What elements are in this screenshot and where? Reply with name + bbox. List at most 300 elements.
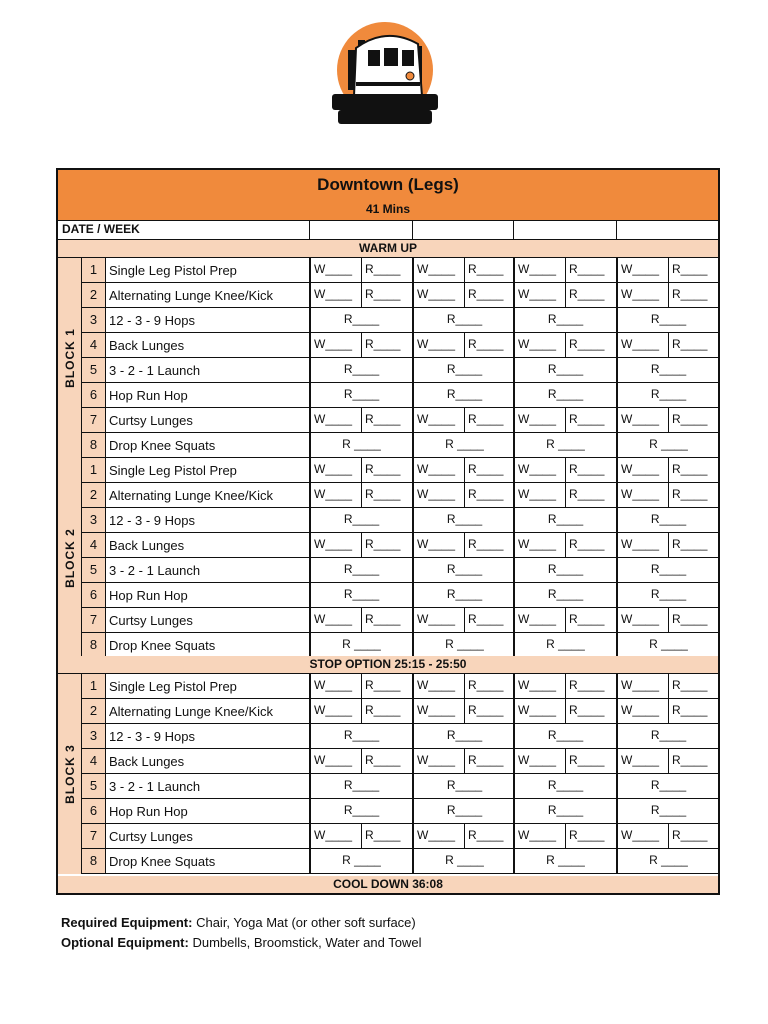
week-entry-cell[interactable] <box>616 408 719 432</box>
week-entry-cell[interactable] <box>309 383 412 407</box>
weight-field[interactable]: W____ <box>518 537 557 551</box>
week-entry-cell[interactable] <box>412 508 515 532</box>
reps-field[interactable]: R____ <box>668 699 718 723</box>
weight-field[interactable]: W____ <box>314 703 353 717</box>
exercise-number: 1 <box>82 258 106 282</box>
weight-field[interactable]: W____ <box>621 337 660 351</box>
reps-field[interactable]: R____ <box>446 562 483 576</box>
date-week-row <box>58 221 718 240</box>
week-entry-cell[interactable] <box>513 633 616 657</box>
week-entry-cell[interactable] <box>412 608 515 632</box>
exercise-row <box>82 674 718 699</box>
reps-field[interactable]: R ____ <box>445 437 484 451</box>
reps-field[interactable]: R____ <box>547 387 584 401</box>
optional-equipment-value: Dumbells, Broomstick, Water and Towel <box>192 935 422 950</box>
reps-field[interactable]: R____ <box>361 749 411 773</box>
week-entry-cell[interactable] <box>309 633 412 657</box>
cool-down-band: COOL DOWN 36:08 <box>58 876 718 893</box>
weight-field[interactable]: W____ <box>518 612 557 626</box>
reps-field[interactable]: R ____ <box>445 637 484 651</box>
week-entry-cell[interactable] <box>513 283 616 307</box>
week-entry-cell[interactable] <box>309 724 412 748</box>
reps-field[interactable]: R____ <box>547 803 584 817</box>
week-entry-cell[interactable] <box>616 849 719 873</box>
week-entry-cell[interactable] <box>309 358 412 382</box>
weight-field[interactable]: W____ <box>518 287 557 301</box>
week-entry-cell[interactable] <box>412 749 515 773</box>
reps-field[interactable]: R____ <box>547 562 584 576</box>
reps-field[interactable]: R____ <box>668 333 718 357</box>
exercise-row <box>82 283 718 308</box>
weight-field[interactable]: W____ <box>621 487 660 501</box>
weight-field[interactable]: W____ <box>621 678 660 692</box>
reps-field[interactable]: R____ <box>361 608 411 632</box>
block-label-text: BLOCK 2 <box>62 528 77 588</box>
exercise-number: 5 <box>82 774 106 798</box>
exercise-row <box>82 408 718 433</box>
reps-field[interactable]: R____ <box>650 512 687 526</box>
week-entry-cell[interactable] <box>513 258 616 282</box>
reps-field[interactable]: R____ <box>668 608 718 632</box>
weight-field[interactable]: W____ <box>417 262 456 276</box>
reps-field[interactable]: R____ <box>361 824 411 848</box>
week-entry-cell[interactable] <box>616 508 719 532</box>
week-entry-cell[interactable] <box>309 433 412 457</box>
weight-field[interactable]: W____ <box>621 828 660 842</box>
weight-field[interactable]: W____ <box>621 412 660 426</box>
exercise-row <box>82 258 718 283</box>
exercise-row <box>82 583 718 608</box>
reps-field[interactable]: R____ <box>446 587 483 601</box>
reps-field[interactable]: R ____ <box>649 637 688 651</box>
reps-field[interactable]: R____ <box>547 312 584 326</box>
reps-field[interactable]: R____ <box>547 728 584 742</box>
week-entry-cell[interactable] <box>309 583 412 607</box>
exercise-name: 12 - 3 - 9 Hops <box>109 513 195 528</box>
exercise-name: Alternating Lunge Knee/Kick <box>109 288 274 303</box>
week-entry-cell[interactable] <box>513 799 616 823</box>
block-label <box>58 258 82 458</box>
reps-field[interactable]: R____ <box>650 387 687 401</box>
reps-field[interactable]: R____ <box>361 283 411 307</box>
reps-field[interactable]: R____ <box>361 258 411 282</box>
reps-field[interactable]: R____ <box>343 778 380 792</box>
reps-field[interactable]: R____ <box>343 312 380 326</box>
weight-field[interactable]: W____ <box>417 412 456 426</box>
week-entry-cell[interactable] <box>616 433 719 457</box>
reps-field[interactable]: R____ <box>565 258 615 282</box>
reps-field[interactable]: R____ <box>668 533 718 557</box>
reps-field[interactable]: R____ <box>464 749 514 773</box>
exercise-number: 5 <box>82 358 106 382</box>
reps-field[interactable]: R____ <box>547 362 584 376</box>
reps-field[interactable]: R ____ <box>649 853 688 867</box>
week-entry-cell[interactable] <box>309 258 412 282</box>
weight-field[interactable]: W____ <box>518 828 557 842</box>
week-entry-cell[interactable] <box>412 824 515 848</box>
exercise-number: 3 <box>82 724 106 748</box>
week-entry-cell[interactable] <box>616 674 719 698</box>
week-entry-cell[interactable] <box>513 558 616 582</box>
weight-field[interactable]: W____ <box>417 828 456 842</box>
exercise-name: 3 - 2 - 1 Launch <box>109 363 201 378</box>
reps-field[interactable]: R____ <box>565 699 615 723</box>
reps-field[interactable]: R____ <box>650 803 687 817</box>
reps-field[interactable]: R____ <box>565 608 615 632</box>
reps-field[interactable]: R____ <box>446 387 483 401</box>
week-entry-cell[interactable] <box>412 433 515 457</box>
week-entry-cell[interactable] <box>412 674 515 698</box>
reps-field[interactable]: R____ <box>361 483 411 507</box>
reps-field[interactable]: R____ <box>668 749 718 773</box>
reps-field[interactable]: R____ <box>343 362 380 376</box>
optional-equipment <box>61 935 421 950</box>
reps-field[interactable]: R____ <box>565 824 615 848</box>
exercise-name: Curtsy Lunges <box>109 613 193 628</box>
exercise-row <box>82 608 718 633</box>
week-entry-cell[interactable] <box>513 824 616 848</box>
exercise-name: 3 - 2 - 1 Launch <box>109 563 201 578</box>
reps-field[interactable]: R____ <box>565 333 615 357</box>
week-entry-cell[interactable] <box>513 849 616 873</box>
reps-field[interactable]: R____ <box>650 312 687 326</box>
week-entry-cell[interactable] <box>412 333 515 357</box>
reps-field[interactable]: R ____ <box>342 437 381 451</box>
week-entry-cell[interactable] <box>513 774 616 798</box>
reps-field[interactable]: R____ <box>547 778 584 792</box>
week-entry-cell[interactable] <box>412 283 515 307</box>
reps-field[interactable]: R____ <box>361 533 411 557</box>
reps-field[interactable]: R____ <box>565 458 615 482</box>
optional-equipment-label: Optional Equipment: <box>61 935 189 950</box>
weight-field[interactable]: W____ <box>314 678 353 692</box>
week-entry-cell[interactable] <box>513 533 616 557</box>
exercise-row <box>82 458 718 483</box>
week-entry-cell[interactable] <box>309 674 412 698</box>
weight-field[interactable]: W____ <box>518 337 557 351</box>
weight-field[interactable]: W____ <box>314 612 353 626</box>
week-entry-cell[interactable] <box>412 849 515 873</box>
reps-field[interactable]: R____ <box>547 587 584 601</box>
week-entry-cell[interactable] <box>616 824 719 848</box>
weight-field[interactable]: W____ <box>621 753 660 767</box>
weight-field[interactable]: W____ <box>314 537 353 551</box>
week-entry-cell[interactable] <box>616 583 719 607</box>
reps-field[interactable]: R____ <box>668 458 718 482</box>
weight-field[interactable]: W____ <box>417 287 456 301</box>
week-entry-cell[interactable] <box>412 799 515 823</box>
week-entry-cell[interactable] <box>616 608 719 632</box>
reps-field[interactable]: R____ <box>446 778 483 792</box>
reps-field[interactable]: R____ <box>361 408 411 432</box>
reps-field[interactable]: R____ <box>650 728 687 742</box>
week-entry-cell[interactable] <box>513 724 616 748</box>
week-entry-cell[interactable] <box>616 774 719 798</box>
stop-option-band: STOP OPTION 25:15 - 25:50 <box>58 656 718 674</box>
reps-field[interactable]: R____ <box>343 512 380 526</box>
week-entry-cell[interactable] <box>309 483 412 507</box>
weight-field[interactable]: W____ <box>417 703 456 717</box>
week-entry-cell[interactable] <box>412 558 515 582</box>
reps-field[interactable]: R ____ <box>546 637 585 651</box>
reps-field[interactable]: R____ <box>565 533 615 557</box>
date-week-cell[interactable] <box>616 221 718 239</box>
week-entry-cell[interactable] <box>309 533 412 557</box>
reps-field[interactable]: R ____ <box>445 853 484 867</box>
weight-field[interactable]: W____ <box>621 262 660 276</box>
week-entry-cell[interactable] <box>616 308 719 332</box>
reps-field[interactable]: R____ <box>361 458 411 482</box>
weight-field[interactable]: W____ <box>417 537 456 551</box>
weight-field[interactable]: W____ <box>621 537 660 551</box>
week-entry-cell[interactable] <box>309 508 412 532</box>
week-entry-cell[interactable] <box>412 724 515 748</box>
reps-field[interactable]: R____ <box>343 728 380 742</box>
week-entry-cell[interactable] <box>616 633 719 657</box>
reps-field[interactable]: R ____ <box>649 437 688 451</box>
reps-field[interactable]: R____ <box>650 778 687 792</box>
weight-field[interactable]: W____ <box>314 487 353 501</box>
weight-field[interactable]: W____ <box>417 487 456 501</box>
weight-field[interactable]: W____ <box>314 262 353 276</box>
week-entry-cell[interactable] <box>309 774 412 798</box>
week-entry-cell[interactable] <box>309 408 412 432</box>
reps-field[interactable]: R____ <box>446 312 483 326</box>
week-entry-cell[interactable] <box>309 849 412 873</box>
reps-field[interactable]: R____ <box>565 674 615 698</box>
reps-field[interactable]: R____ <box>464 483 514 507</box>
reps-field[interactable]: R____ <box>464 674 514 698</box>
weight-field[interactable]: W____ <box>314 753 353 767</box>
weight-field[interactable]: W____ <box>417 612 456 626</box>
week-entry-cell[interactable] <box>412 383 515 407</box>
weight-field[interactable]: W____ <box>518 487 557 501</box>
exercise-row <box>82 699 718 724</box>
week-entry-cell[interactable] <box>513 458 616 482</box>
week-entry-cell[interactable] <box>513 749 616 773</box>
reps-field[interactable]: R____ <box>464 283 514 307</box>
reps-field[interactable]: R____ <box>343 387 380 401</box>
date-week-cell[interactable] <box>412 221 513 239</box>
week-entry-cell[interactable] <box>412 258 515 282</box>
reps-field[interactable]: R____ <box>446 803 483 817</box>
reps-field[interactable]: R____ <box>464 408 514 432</box>
reps-field[interactable]: R____ <box>464 699 514 723</box>
week-entry-cell[interactable] <box>412 458 515 482</box>
weight-field[interactable]: W____ <box>621 703 660 717</box>
reps-field[interactable]: R____ <box>668 283 718 307</box>
weight-field[interactable]: W____ <box>314 462 353 476</box>
reps-field[interactable]: R____ <box>565 283 615 307</box>
reps-field[interactable]: R____ <box>547 512 584 526</box>
weight-field[interactable]: W____ <box>518 462 557 476</box>
week-entry-cell[interactable] <box>412 699 515 723</box>
exercise-block <box>58 674 718 874</box>
week-entry-cell[interactable] <box>412 308 515 332</box>
weight-field[interactable]: W____ <box>621 612 660 626</box>
exercise-number: 2 <box>82 483 106 507</box>
reps-field[interactable]: R____ <box>446 362 483 376</box>
reps-field[interactable]: R ____ <box>546 437 585 451</box>
weight-field[interactable]: W____ <box>314 287 353 301</box>
date-week-cell[interactable] <box>309 221 412 239</box>
weight-field[interactable]: W____ <box>417 462 456 476</box>
reps-field[interactable]: R____ <box>446 512 483 526</box>
week-entry-cell[interactable] <box>616 458 719 482</box>
weight-field[interactable]: W____ <box>417 678 456 692</box>
week-entry-cell[interactable] <box>412 408 515 432</box>
week-entry-cell[interactable] <box>412 533 515 557</box>
exercise-number: 8 <box>82 849 106 873</box>
weight-field[interactable]: W____ <box>417 753 456 767</box>
week-entry-cell[interactable] <box>309 749 412 773</box>
week-entry-cell[interactable] <box>513 333 616 357</box>
week-entry-cell[interactable] <box>616 483 719 507</box>
week-entry-cell[interactable] <box>616 558 719 582</box>
reps-field[interactable]: R____ <box>668 483 718 507</box>
exercise-name: Curtsy Lunges <box>109 829 193 844</box>
week-entry-cell[interactable] <box>513 699 616 723</box>
week-entry-cell[interactable] <box>616 333 719 357</box>
week-entry-cell[interactable] <box>309 824 412 848</box>
exercise-row <box>82 508 718 533</box>
reps-field[interactable]: R ____ <box>342 853 381 867</box>
week-entry-cell[interactable] <box>412 483 515 507</box>
week-entry-cell[interactable] <box>309 283 412 307</box>
week-entry-cell[interactable] <box>616 383 719 407</box>
exercise-block <box>58 458 718 658</box>
reps-field[interactable]: R____ <box>446 728 483 742</box>
week-entry-cell[interactable] <box>616 749 719 773</box>
reps-field[interactable]: R____ <box>464 608 514 632</box>
reps-field[interactable]: R____ <box>565 749 615 773</box>
week-entry-cell[interactable] <box>412 583 515 607</box>
exercise-name: Hop Run Hop <box>109 804 188 819</box>
weight-field[interactable]: W____ <box>314 828 353 842</box>
exercise-number: 1 <box>82 458 106 482</box>
reps-field[interactable]: R____ <box>668 824 718 848</box>
reps-field[interactable]: R____ <box>464 824 514 848</box>
week-entry-cell[interactable] <box>616 283 719 307</box>
warm-up-band: WARM UP <box>58 240 718 258</box>
required-equipment-label: Required Equipment: <box>61 915 193 930</box>
reps-field[interactable]: R____ <box>361 674 411 698</box>
week-entry-cell[interactable] <box>309 699 412 723</box>
exercise-name: Back Lunges <box>109 538 185 553</box>
week-entry-cell[interactable] <box>513 583 616 607</box>
date-week-cell[interactable] <box>513 221 616 239</box>
weight-field[interactable]: W____ <box>518 262 557 276</box>
reps-field[interactable]: R____ <box>343 803 380 817</box>
reps-field[interactable]: R____ <box>565 483 615 507</box>
exercise-row <box>82 383 718 408</box>
weight-field[interactable]: W____ <box>518 412 557 426</box>
reps-field[interactable]: R____ <box>650 587 687 601</box>
week-entry-cell[interactable] <box>309 608 412 632</box>
workout-title: Downtown (Legs) <box>317 175 459 194</box>
reps-field[interactable]: R____ <box>464 458 514 482</box>
week-entry-cell[interactable] <box>616 258 719 282</box>
block-label-text: BLOCK 3 <box>62 744 77 804</box>
required-equipment-value: Chair, Yoga Mat (or other soft surface) <box>196 915 416 930</box>
week-entry-cell[interactable] <box>616 533 719 557</box>
exercise-row <box>82 799 718 824</box>
week-entry-cell[interactable] <box>513 433 616 457</box>
week-entry-cell[interactable] <box>412 774 515 798</box>
week-entry-cell[interactable] <box>616 699 719 723</box>
week-entry-cell[interactable] <box>412 633 515 657</box>
week-entry-cell[interactable] <box>513 483 616 507</box>
reps-field[interactable]: R____ <box>668 408 718 432</box>
weight-field[interactable]: W____ <box>518 703 557 717</box>
weight-field[interactable]: W____ <box>518 753 557 767</box>
weight-field[interactable]: W____ <box>314 337 353 351</box>
exercise-block <box>58 258 718 458</box>
exercise-row <box>82 483 718 508</box>
weight-field[interactable]: W____ <box>417 337 456 351</box>
reps-field[interactable]: R____ <box>650 362 687 376</box>
reps-field[interactable]: R____ <box>650 562 687 576</box>
week-entry-cell[interactable] <box>309 333 412 357</box>
weight-field[interactable]: W____ <box>518 678 557 692</box>
week-entry-cell[interactable] <box>616 799 719 823</box>
week-entry-cell[interactable] <box>513 358 616 382</box>
exercise-number: 3 <box>82 508 106 532</box>
exercise-number: 2 <box>82 699 106 723</box>
exercise-row <box>82 749 718 774</box>
week-entry-cell[interactable] <box>513 308 616 332</box>
week-entry-cell[interactable] <box>616 358 719 382</box>
week-entry-cell[interactable] <box>513 674 616 698</box>
exercise-number: 3 <box>82 308 106 332</box>
reps-field[interactable]: R____ <box>361 699 411 723</box>
exercise-number: 2 <box>82 283 106 307</box>
exercise-number: 4 <box>82 749 106 773</box>
week-entry-cell[interactable] <box>616 724 719 748</box>
exercise-name: Alternating Lunge Knee/Kick <box>109 704 274 719</box>
week-entry-cell[interactable] <box>513 508 616 532</box>
reps-field[interactable]: R____ <box>343 587 380 601</box>
week-entry-cell[interactable] <box>309 799 412 823</box>
week-entry-cell[interactable] <box>309 308 412 332</box>
reps-field[interactable]: R____ <box>464 533 514 557</box>
exercise-name: Back Lunges <box>109 754 185 769</box>
weight-field[interactable]: W____ <box>621 287 660 301</box>
exercise-row <box>82 308 718 333</box>
reps-field[interactable]: R____ <box>464 333 514 357</box>
exercise-name: Drop Knee Squats <box>109 438 216 453</box>
week-entry-cell[interactable] <box>513 383 616 407</box>
reps-field[interactable]: R ____ <box>342 637 381 651</box>
week-entry-cell[interactable] <box>309 558 412 582</box>
exercise-name: Hop Run Hop <box>109 588 188 603</box>
weight-field[interactable]: W____ <box>621 462 660 476</box>
reps-field[interactable]: R____ <box>668 258 718 282</box>
exercise-row <box>82 824 718 849</box>
reps-field[interactable]: R____ <box>668 674 718 698</box>
week-entry-cell[interactable] <box>513 408 616 432</box>
week-entry-cell[interactable] <box>513 608 616 632</box>
weight-field[interactable]: W____ <box>314 412 353 426</box>
exercise-name: Single Leg Pistol Prep <box>109 463 237 478</box>
reps-field[interactable]: R ____ <box>546 853 585 867</box>
reps-field[interactable]: R____ <box>565 408 615 432</box>
reps-field[interactable]: R____ <box>361 333 411 357</box>
reps-field[interactable]: R____ <box>343 562 380 576</box>
week-entry-cell[interactable] <box>309 458 412 482</box>
reps-field[interactable]: R____ <box>464 258 514 282</box>
week-entry-cell[interactable] <box>412 358 515 382</box>
